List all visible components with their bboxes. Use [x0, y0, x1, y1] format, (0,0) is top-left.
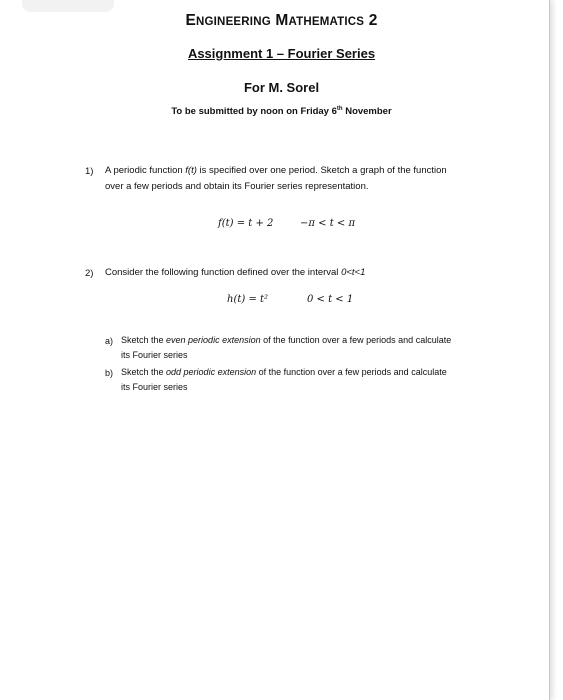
- part-a-text-end: of the function over a few periods and calculate: [260, 335, 452, 345]
- q1-line1-start: A periodic function: [105, 165, 186, 176]
- part-b-label: b): [105, 368, 114, 378]
- question-2-number: 2): [85, 268, 94, 279]
- deadline-line: [0, 106, 563, 117]
- q1-function-name: f(t): [185, 165, 197, 176]
- q2-equation-text: h(t) = t²: [227, 294, 269, 305]
- deadline-month: November: [342, 106, 392, 118]
- part-a-line-2: its Fourier series: [121, 350, 188, 360]
- part-a-text-start: Sketch the: [121, 335, 167, 345]
- deadline-text: To be submitted by noon on Friday 6: [171, 106, 337, 118]
- part-b-line-1: [121, 365, 511, 380]
- title-cap-m: M: [275, 12, 289, 29]
- title-cap-e: E: [185, 12, 197, 29]
- part-b-emphasis: odd periodic extension: [166, 367, 257, 377]
- question-2-equation: [227, 294, 268, 305]
- q1-line1-end: is specified over one period. Sketch a graph of the function: [196, 165, 447, 176]
- part-a-line-1: [121, 333, 511, 348]
- question-1-number: 1): [85, 166, 94, 177]
- question-1-text: [105, 163, 505, 195]
- assignment-title: Assignment 1 – Fourier Series: [187, 46, 376, 61]
- part-a-label: a): [105, 336, 114, 346]
- question-2-range: [307, 294, 353, 305]
- part-a-emphasis: even periodic extension: [166, 335, 261, 345]
- q2-range-text: 0 < t < 1: [307, 294, 354, 305]
- question-1-line-2: over a few periods and obtain its Fourier series representation.: [105, 181, 369, 192]
- part-a-text: [121, 333, 511, 363]
- part-b-text-end: of the function over a few periods and calculate: [256, 367, 447, 377]
- question-2-intro: [105, 265, 505, 281]
- part-b-text: [121, 365, 511, 395]
- question-1-equation: [218, 218, 273, 229]
- question-1-range: [300, 218, 355, 229]
- part-b-line-2: its Fourier series: [121, 382, 188, 392]
- corner-smudge: [22, 0, 114, 12]
- q1-equation-text: f(t) = t + 2: [218, 218, 274, 229]
- deadline-superscript: th: [336, 106, 343, 112]
- recipient-line: For M. Sorel: [243, 80, 320, 95]
- part-b-text-start: Sketch the: [121, 367, 167, 377]
- title-number: 2: [368, 12, 378, 29]
- q1-range-text: −π < t < π: [300, 218, 356, 229]
- title-smallcaps-1: NGINEERING: [196, 16, 271, 28]
- q2-intro-text: Consider the following function defined over the interval: [105, 267, 342, 278]
- title-smallcaps-2: ATHEMATICS: [288, 16, 365, 28]
- q2-intro-range: 0<t<1: [341, 267, 366, 278]
- course-title: [0, 12, 563, 30]
- question-1-line-1: [105, 163, 505, 179]
